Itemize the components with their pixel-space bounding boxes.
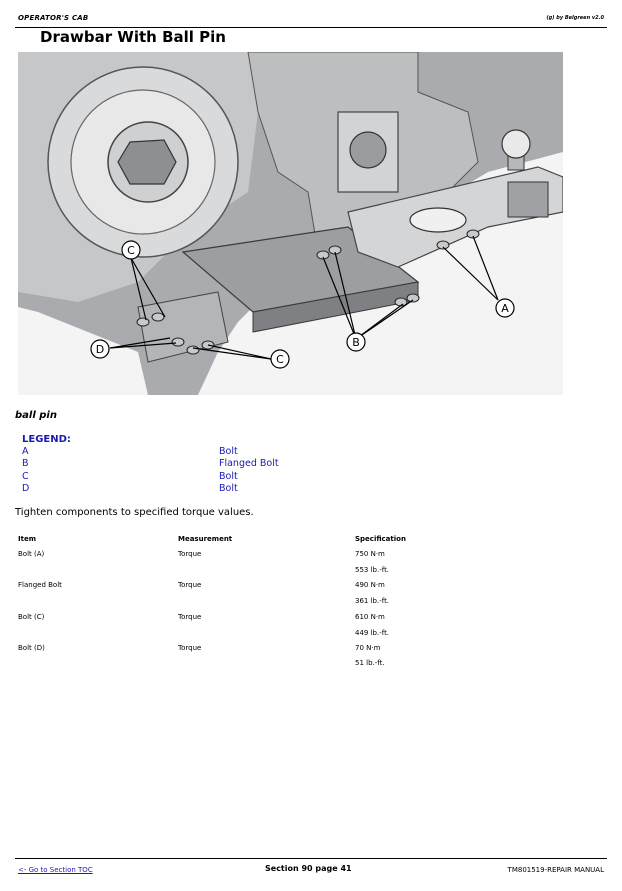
svg-text:B: B bbox=[352, 336, 360, 349]
legend-row bbox=[22, 458, 342, 470]
legend-row bbox=[22, 471, 342, 483]
callout-c-upper bbox=[122, 241, 140, 259]
legend-key: B bbox=[22, 458, 29, 469]
cell-measurement: Torque bbox=[178, 613, 202, 621]
footer-rule bbox=[15, 858, 607, 859]
legend-key: D bbox=[22, 483, 30, 494]
page-title: Drawbar With Ball Pin bbox=[40, 28, 226, 46]
cell-measurement: Torque bbox=[178, 550, 202, 558]
cell-spec-metric: 70 N·m bbox=[355, 644, 381, 652]
svg-text:C: C bbox=[127, 244, 135, 257]
legend-title: LEGEND: bbox=[22, 434, 71, 445]
cell-spec-metric: 750 N·m bbox=[355, 550, 385, 558]
callout-c-lower bbox=[271, 350, 289, 368]
column-header-item: Item bbox=[18, 535, 36, 543]
cell-item: Flanged Bolt bbox=[18, 581, 62, 589]
legend-key: C bbox=[22, 471, 29, 482]
column-header-measurement: Measurement bbox=[178, 535, 233, 543]
cell-item: Bolt (C) bbox=[18, 613, 45, 621]
cell-measurement: Torque bbox=[178, 581, 202, 589]
instruction-text: Tighten components to specified torque values. bbox=[15, 507, 254, 518]
footer-manual-id: TM801519-REPAIR MANUAL bbox=[507, 866, 604, 874]
footer-page-number: Section 90 page 41 bbox=[265, 864, 352, 873]
cell-item: Bolt (A) bbox=[18, 550, 45, 558]
section-toc-link[interactable]: <- Go to Section TOC bbox=[18, 866, 93, 874]
callout-d bbox=[91, 340, 109, 358]
legend-value: Bolt bbox=[219, 471, 238, 482]
legend-row bbox=[22, 483, 342, 495]
legend-value: Flanged Bolt bbox=[219, 458, 279, 469]
header-credit: (g) by Belgreen v2.0 bbox=[546, 15, 604, 21]
column-header-specification: Specification bbox=[355, 535, 406, 543]
callout-b bbox=[347, 333, 365, 351]
svg-text:C: C bbox=[276, 353, 284, 366]
legend-value: Bolt bbox=[219, 446, 238, 457]
callout-a bbox=[496, 299, 514, 317]
legend-value: Bolt bbox=[219, 483, 238, 494]
drawbar-illustration bbox=[18, 52, 563, 395]
cell-measurement: Torque bbox=[178, 644, 202, 652]
legend-row bbox=[22, 446, 342, 458]
cell-spec-imperial: 553 lb.-ft. bbox=[355, 566, 390, 574]
cell-spec-metric: 610 N·m bbox=[355, 613, 385, 621]
figure-caption: ball pin bbox=[15, 410, 57, 421]
cell-item: Bolt (D) bbox=[18, 644, 45, 652]
svg-text:D: D bbox=[95, 343, 105, 356]
cell-spec-imperial: 449 lb.-ft. bbox=[355, 629, 390, 637]
svg-text:A: A bbox=[501, 302, 509, 315]
legend-key: A bbox=[22, 446, 29, 457]
header-section-label: OPERATOR'S CAB bbox=[18, 14, 89, 22]
cell-spec-metric: 490 N·m bbox=[355, 581, 385, 589]
cell-spec-imperial: 51 lb.-ft. bbox=[355, 659, 385, 667]
cell-spec-imperial: 361 lb.-ft. bbox=[355, 597, 390, 605]
